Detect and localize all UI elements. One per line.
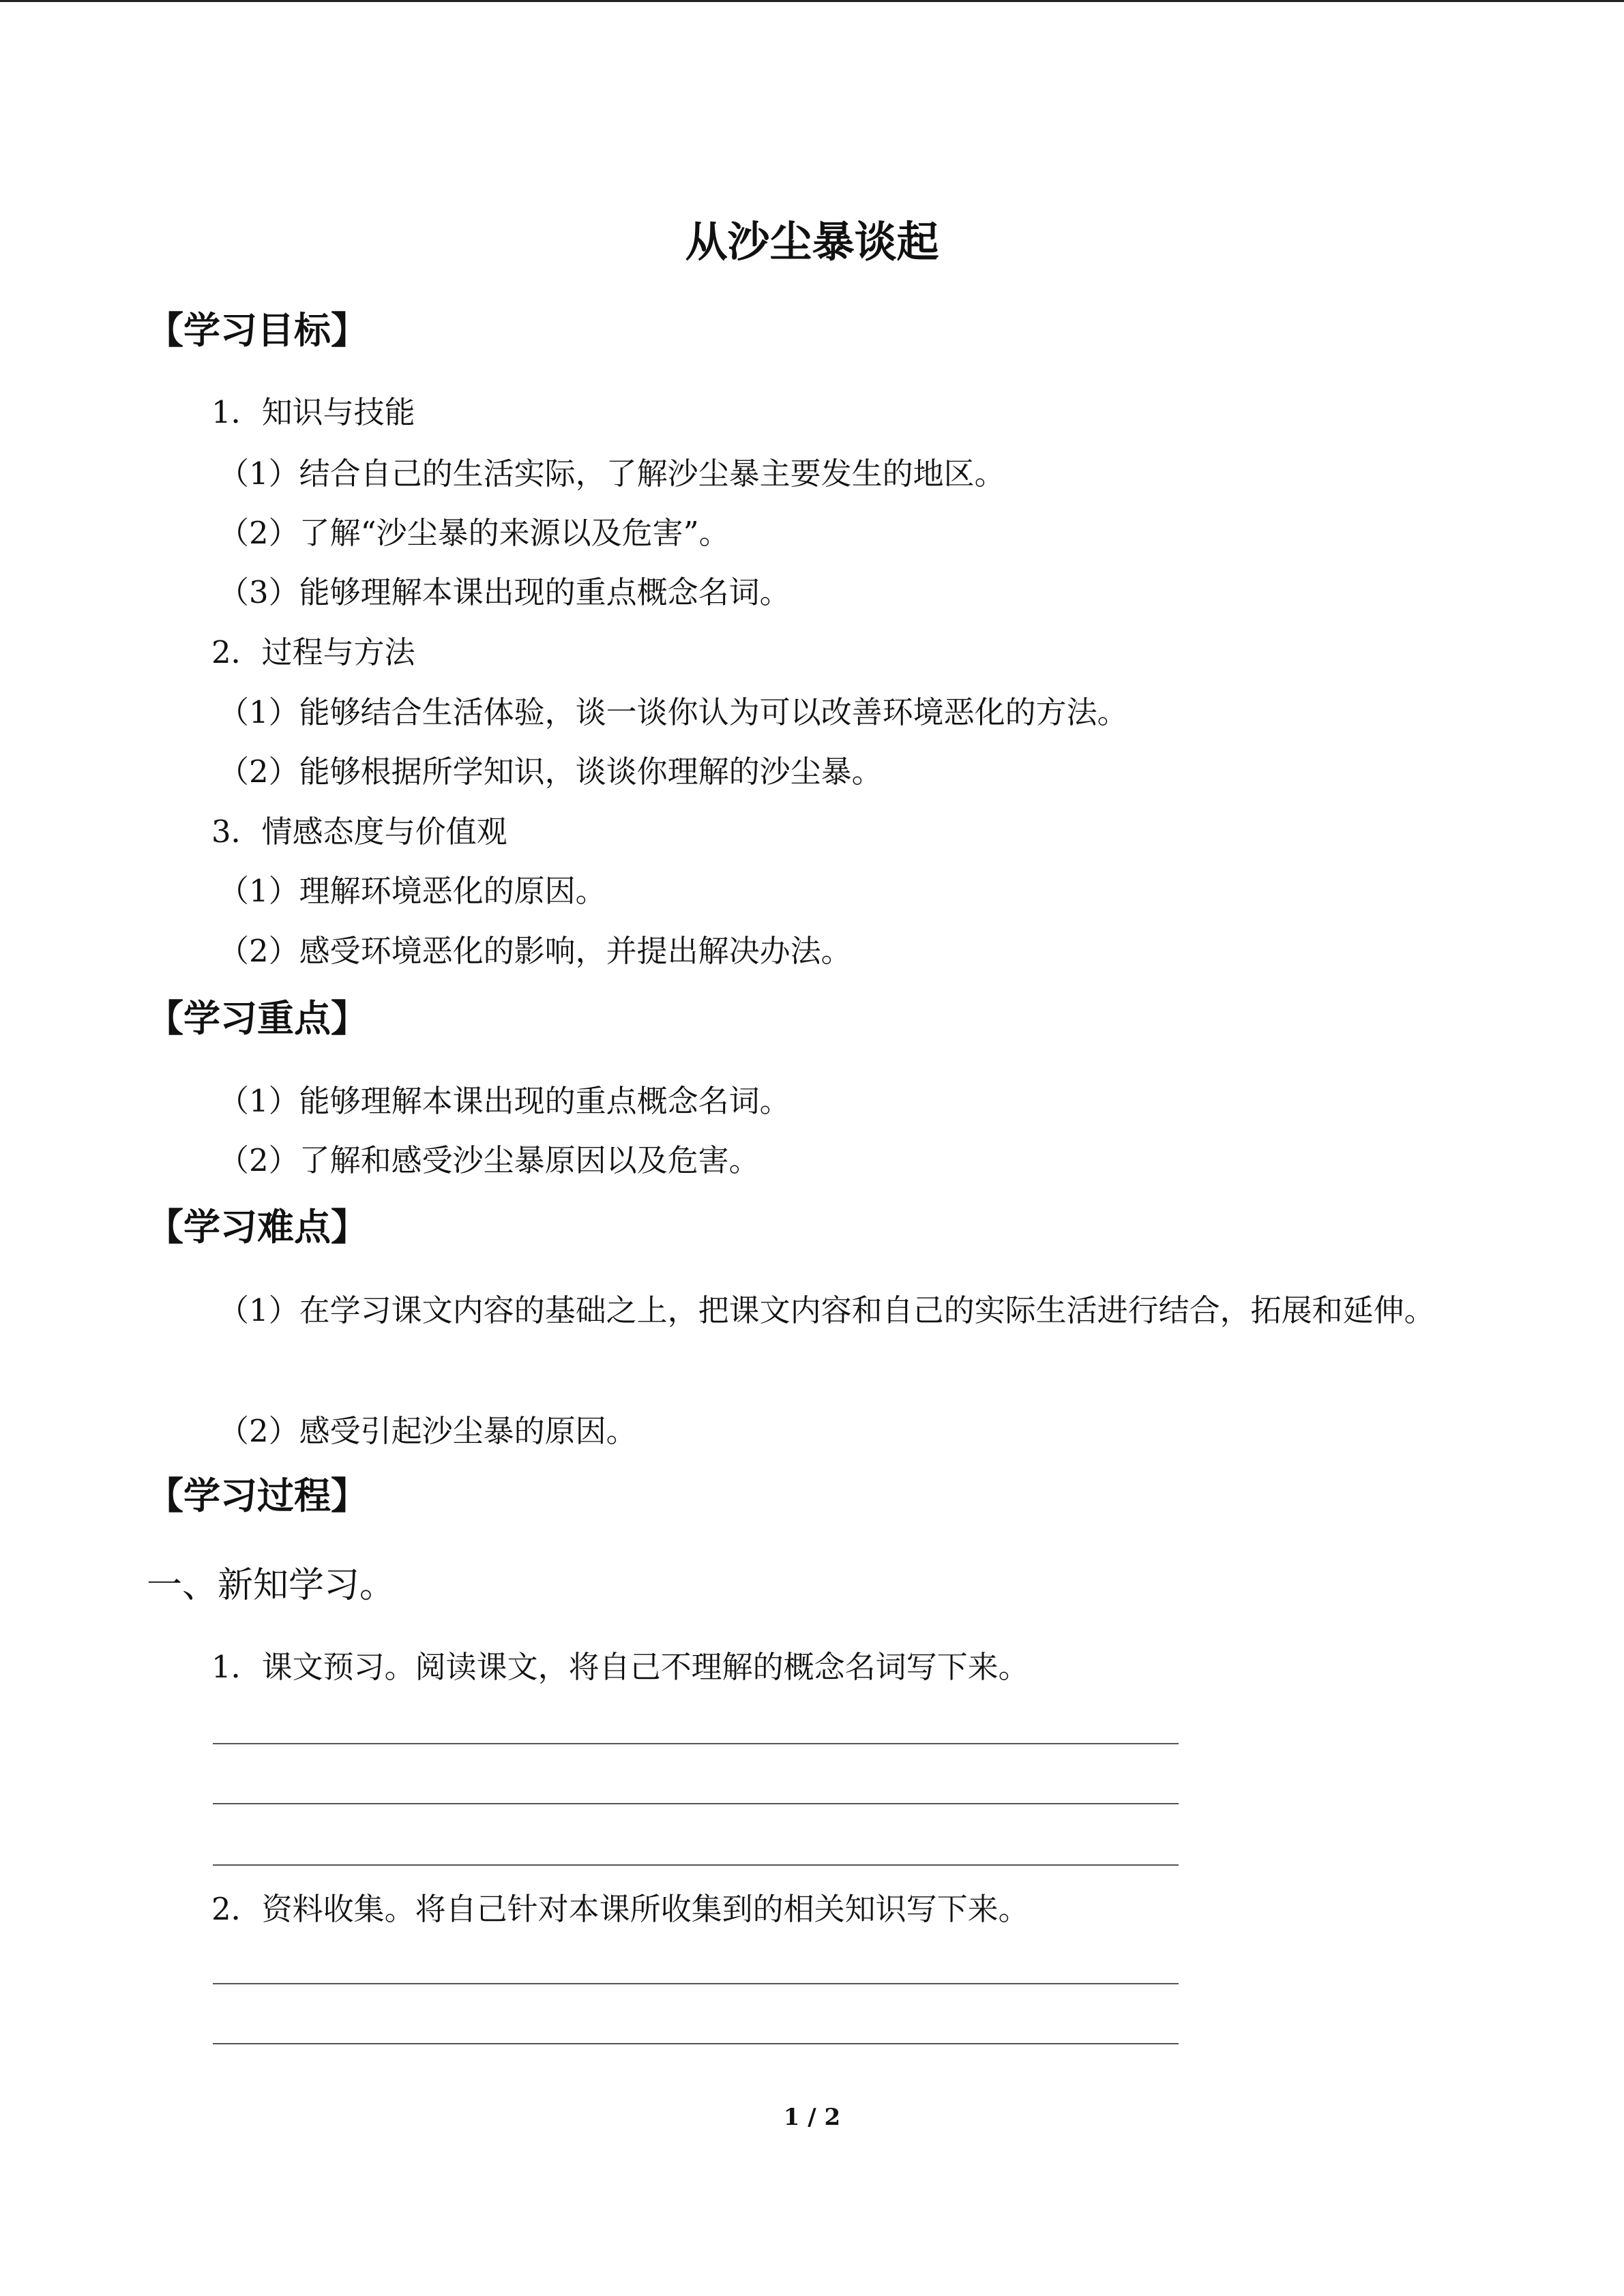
objective-item: （2）了解“沙尘暴的来源以及危害”。 [218,515,730,551]
objective-item: （3）能够理解本课出现的重点概念名词。 [218,574,791,610]
objective-subheading-knowledge: 1．知识与技能 [211,394,415,430]
objective-item: （1）理解环境恶化的原因。 [218,873,606,909]
answer-line[interactable] [213,1803,1179,1804]
difficulty-item: （2）感受引起沙尘暴的原因。 [218,1413,637,1449]
task-collect: 2．资料收集。将自己针对本课所收集到的相关知识写下来。 [211,1891,1029,1927]
part-heading-new-knowledge: 一、新知学习。 [147,1565,396,1606]
key-point-item: （2）了解和感受沙尘暴原因以及危害。 [218,1142,760,1178]
objective-item: （1）结合自己的生活实际，了解沙尘暴主要发生的地区。 [218,456,1005,492]
objective-item: （1）能够结合生活体验，谈一谈你认为可以改善环境恶化的方法。 [218,694,1128,730]
document-title: 从沙尘暴谈起 [685,217,939,267]
key-point-item: （1）能够理解本课出现的重点概念名词。 [218,1083,791,1119]
objective-item: （2）能够根据所学知识，谈谈你理解的沙尘暴。 [218,754,883,790]
answer-line[interactable] [213,1743,1179,1744]
answer-line[interactable] [213,1983,1179,1984]
section-heading-key-points: 【学习重点】 [147,997,368,1040]
answer-line[interactable] [213,1864,1179,1866]
task-preview: 1．课文预习。阅读课文，将自己不理解的概念名词写下来。 [211,1649,1029,1685]
answer-line[interactable] [213,2043,1179,2044]
objective-subheading-process: 2．过程与方法 [211,634,415,670]
page-number: 1 / 2 [783,2104,841,2131]
section-heading-objectives: 【学习目标】 [147,309,368,352]
difficulty-item: （1）在学习课文内容的基础之上，把课文内容和自己的实际生活进行结合，拓展和延伸。 [218,1292,1435,1328]
objective-subheading-attitude: 3．情感态度与价值观 [211,814,507,850]
objective-item: （2）感受环境恶化的影响，并提出解决办法。 [218,933,852,969]
section-heading-process: 【学习过程】 [147,1474,368,1517]
section-heading-difficulties: 【学习难点】 [147,1206,368,1249]
